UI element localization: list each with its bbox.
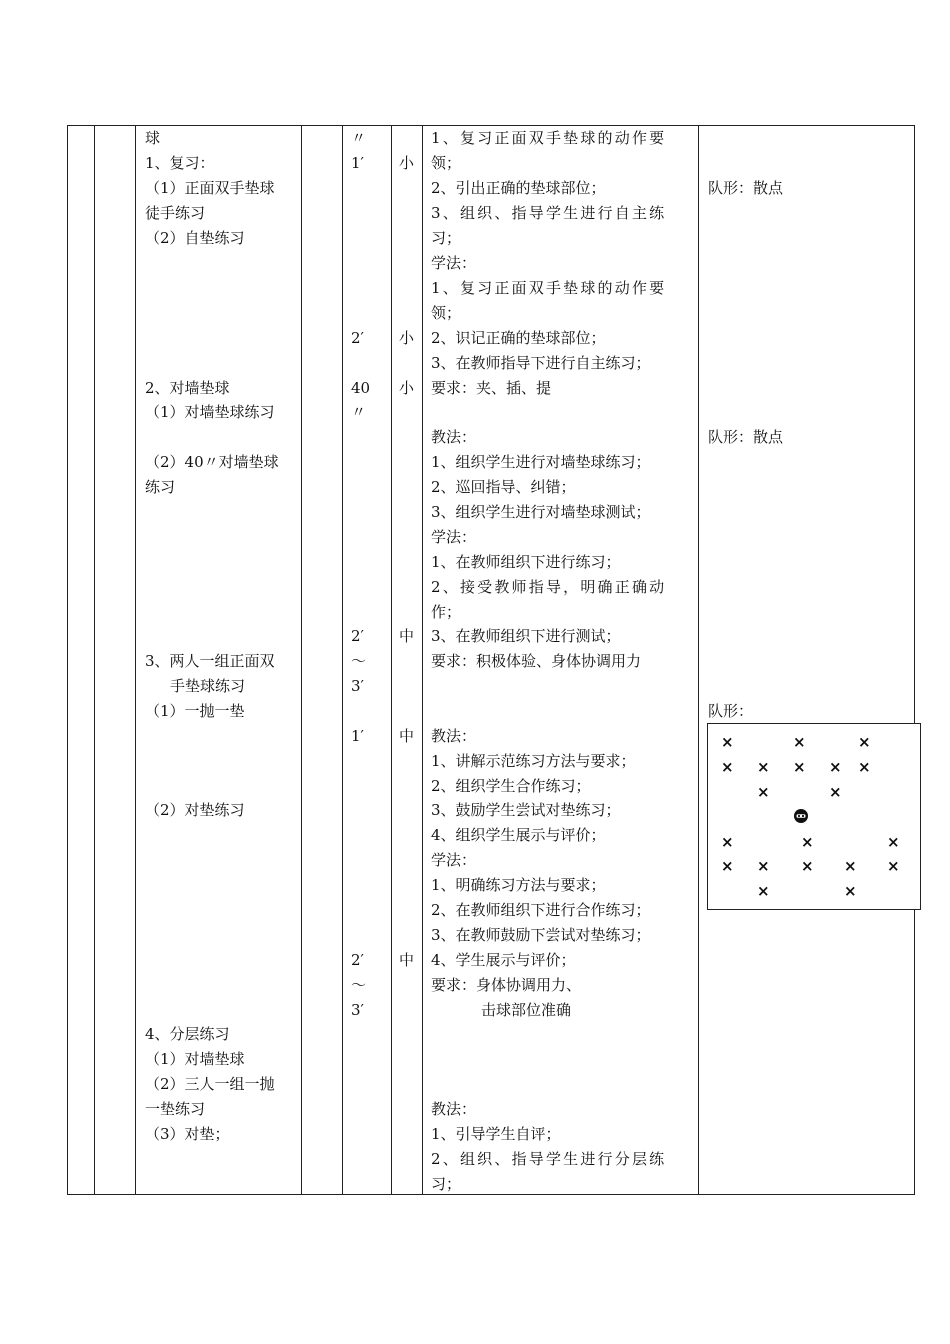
student-mark: × — [793, 758, 806, 776]
time-value: 〃 — [351, 129, 367, 147]
student-mark: × — [844, 882, 857, 900]
method-line: 1、讲解示范练习方法与要求； — [431, 752, 636, 770]
content-line: （3）对垫； — [145, 1125, 230, 1143]
formation-label: 队形：散点 — [708, 428, 784, 446]
student-mark: × — [829, 783, 842, 801]
content-line: （1）一抛一垫 — [145, 702, 245, 720]
content-line: 3、两人一组正面双 — [145, 652, 275, 670]
method-line: 击球部位准确 — [481, 1001, 572, 1019]
method-line: 2、在教师组织下进行合作练习； — [431, 901, 651, 919]
content-line: （2）对垫练习 — [145, 801, 245, 819]
method-line: 习； — [431, 1175, 462, 1193]
content-line: 4、分层练习 — [145, 1025, 230, 1043]
student-mark: × — [721, 833, 734, 851]
column-divider — [698, 125, 699, 1195]
student-mark: × — [721, 758, 734, 776]
method-line: 3、组织、指导学生进行自主练 — [431, 204, 667, 222]
content-line: 练习 — [145, 478, 176, 496]
method-line: 1、在教师组织下进行练习； — [431, 553, 621, 571]
student-mark: × — [858, 733, 871, 751]
intensity-value: 中 — [399, 627, 415, 645]
method-line: 4、组织学生展示与评价； — [431, 826, 606, 844]
intensity-value: 小 — [399, 154, 415, 172]
method-line: 教法： — [431, 428, 477, 446]
method-line: 3、鼓励学生尝试对垫练习； — [431, 801, 621, 819]
method-line: 领； — [431, 154, 462, 172]
method-line: 教法： — [431, 727, 477, 745]
content-line: 一垫练习 — [145, 1100, 206, 1118]
method-line: 作； — [431, 603, 462, 621]
teacher-icon — [793, 808, 809, 824]
time-value: ～ — [351, 652, 367, 670]
method-line: 学法： — [431, 528, 477, 546]
method-line: 要求：身体协调用力、 — [431, 976, 582, 994]
method-line: 2、巡回指导、纠错； — [431, 478, 576, 496]
content-line: （1）对墙垫球练习 — [145, 403, 275, 421]
method-line: 习； — [431, 229, 462, 247]
time-value: ～ — [351, 976, 367, 994]
method-line: 2、引出正确的垫球部位； — [431, 179, 606, 197]
method-line: 2、组织、指导学生进行分层练 — [431, 1150, 667, 1168]
student-mark: × — [757, 758, 770, 776]
content-line: 手垫球练习 — [170, 677, 246, 695]
method-line: 1、复习正面双手垫球的动作要 — [431, 279, 667, 297]
time-value: 1′ — [351, 154, 364, 172]
content-line: （1）正面双手垫球 — [145, 179, 275, 197]
student-mark: × — [801, 857, 814, 875]
student-mark: × — [801, 833, 814, 851]
method-line: 1、引导学生自评； — [431, 1125, 561, 1143]
method-line: 2、识记正确的垫球部位； — [431, 329, 606, 347]
student-mark: × — [887, 833, 900, 851]
content-line: 1、复习： — [145, 154, 215, 172]
formation-label: 队形： — [708, 702, 754, 720]
student-mark: × — [844, 857, 857, 875]
method-line: 1、组织学生进行对墙垫球练习； — [431, 453, 651, 471]
method-line: 领； — [431, 304, 462, 322]
student-mark: × — [721, 857, 734, 875]
method-line: 3、在教师组织下进行测试； — [431, 627, 621, 645]
method-line: 要求：夹、插、提 — [431, 379, 552, 397]
time-value: 2′ — [351, 951, 364, 969]
intensity-value: 小 — [399, 329, 415, 347]
column-divider — [301, 125, 302, 1195]
intensity-value: 小 — [399, 379, 415, 397]
time-value: 40 — [351, 379, 371, 397]
time-value: 1′ — [351, 727, 364, 745]
method-line: 2、组织学生合作练习； — [431, 777, 591, 795]
time-value: 2′ — [351, 329, 364, 347]
time-value: 3′ — [351, 1001, 364, 1019]
student-mark: × — [887, 857, 900, 875]
content-line: 2、对墙垫球 — [145, 379, 230, 397]
content-line: （2）三人一组一抛 — [145, 1075, 275, 1093]
content-line: （1）对墙垫球 — [145, 1050, 245, 1068]
column-divider — [391, 125, 392, 1195]
student-mark: × — [757, 783, 770, 801]
column-divider — [342, 125, 343, 1195]
content-line: 徒手练习 — [145, 204, 206, 222]
formation-diagram — [707, 723, 921, 910]
method-line: 学法： — [431, 254, 477, 272]
student-mark: × — [829, 758, 842, 776]
column-divider — [422, 125, 423, 1195]
student-mark: × — [858, 758, 871, 776]
method-line: 1、复习正面双手垫球的动作要 — [431, 129, 667, 147]
content-line: （2）40〃对墙垫球 — [145, 453, 279, 471]
method-line: 3、组织学生进行对墙垫球测试； — [431, 503, 651, 521]
student-mark: × — [757, 882, 770, 900]
time-value: 〃 — [351, 403, 367, 421]
student-mark: × — [721, 733, 734, 751]
method-line: 要求：积极体验、身体协调用力 — [431, 652, 642, 670]
student-mark: × — [793, 733, 806, 751]
method-line: 3、在教师鼓励下尝试对垫练习； — [431, 926, 651, 944]
intensity-value: 中 — [399, 727, 415, 745]
column-divider — [94, 125, 95, 1195]
method-line: 3、在教师指导下进行自主练习； — [431, 354, 651, 372]
content-line: 球 — [145, 129, 161, 147]
method-line: 2、接受教师指导，明确正确动 — [431, 578, 667, 596]
time-value: 2′ — [351, 627, 364, 645]
method-line: 教法： — [431, 1100, 477, 1118]
column-divider — [135, 125, 136, 1195]
student-mark: × — [757, 857, 770, 875]
time-value: 3′ — [351, 677, 364, 695]
content-line: （2）自垫练习 — [145, 229, 245, 247]
method-line: 1、明确练习方法与要求； — [431, 876, 606, 894]
formation-label: 队形：散点 — [708, 179, 784, 197]
method-line: 4、学生展示与评价； — [431, 951, 576, 969]
method-line: 学法： — [431, 851, 477, 869]
intensity-value: 中 — [399, 951, 415, 969]
